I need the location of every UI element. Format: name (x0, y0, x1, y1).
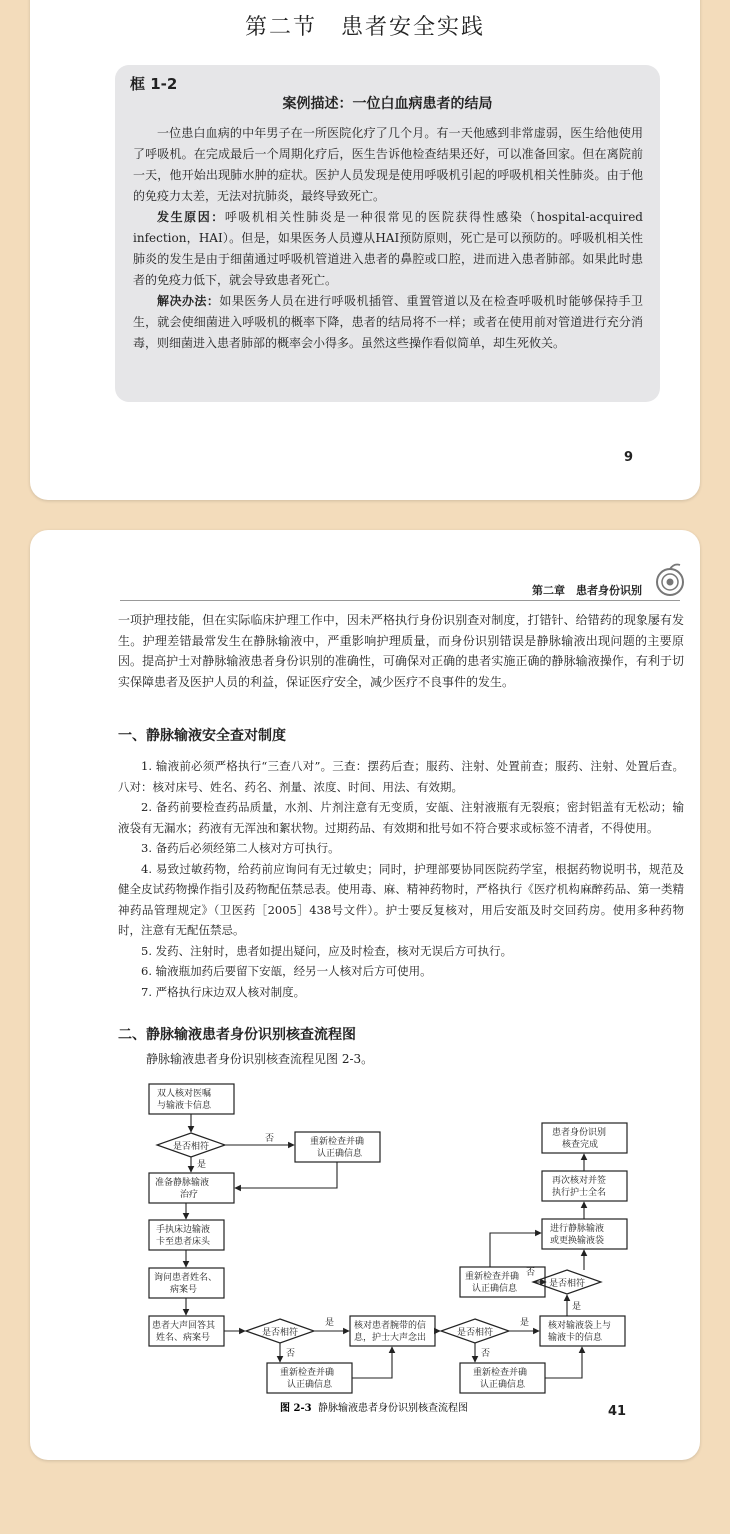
flow-text: 与输液卡信息 (157, 1101, 212, 1111)
intro-text (118, 610, 684, 692)
rule-item: 2. 备药前要检查药品质量，水剂、片剂注意有无变质，安瓿、注射液瓶有无裂痕；密封铝盖有无松动；输液袋有无漏水；药液有无浑浊和絮状物。过期药品、有效期和批号如不符合要求或标签不清者，不得使用。 (118, 800, 684, 835)
figure-caption-label: 图 2-3 (280, 1403, 312, 1414)
running-head: 第二章 患者身份识别 (532, 584, 642, 597)
rules-list (118, 756, 684, 1002)
flow-text: 准备静脉输液 (155, 1178, 210, 1188)
cause-label: 发生原因： (157, 210, 225, 224)
page-card-41 (30, 530, 700, 1460)
flow-text: 是 (572, 1302, 582, 1312)
case-paragraph: 一位患白血病的中年男子在一所医院化疗了几个月。有一天他感到非常虚弱，医生给他使用了呼吸机。在完成最后一个周期化疗后，医生告诉他检查结果还好，可以准备回家。但在离院前一天，他开始出现肺水肿的症状。医护人员发现是使用呼吸机引起的呼吸机相关性肺炎。由于他的免疫力太差，无法对抗肺炎，最终导致死亡。 (133, 126, 643, 203)
heading-safety-rules: 一、静脉输液安全查对制度 (118, 728, 286, 744)
flow-text: 重新检查并确 (310, 1137, 365, 1147)
case-box (115, 65, 660, 402)
section-title: 第二节 患者安全实践 (244, 15, 485, 40)
flow-text: 是否相符 (457, 1328, 494, 1338)
page-number: 41 (608, 1404, 627, 1419)
intro-paragraph: 一项护理技能，但在实际临床护理工作中，因未严格执行身份识别查对制度，打错针、给错药的现象屡有发生。护理差错最常发生在静脉输液中，严重影响护理质量，而身份识别错误是静脉输液出现问题的主要原因。提高护士对静脉输液患者身份识别的准确性，可确保对正确的患者实施正确的静脉输液操作，有利于切实保障患者及医护人员的利益，保证医疗安全，减少医疗不良事件的发生。 (118, 613, 684, 689)
solution-text: 如果医务人员在进行呼吸机插管、重置管道以及在检查呼吸机时能够保持手卫生，就会使细菌进入呼吸机的概率下降，患者的结局将不一样；或者在使用前对管道进行充分消毒，则细菌进入患者肺部的概率会小得多。虽然这些操作看似简单，却生死攸关。 (133, 294, 643, 350)
flow-text: 患者大声回答其 (152, 1321, 216, 1331)
page-number: 9 (624, 450, 634, 465)
flow-text: 重新检查并确 (465, 1272, 520, 1282)
flow-text: 手执床边输液 (156, 1225, 211, 1235)
solution-label: 解决办法： (157, 294, 220, 308)
heading-flowchart: 二、静脉输液患者身份识别核查流程图 (118, 1027, 356, 1043)
flow-text: 询问患者姓名、 (154, 1273, 218, 1283)
flow-text: 是 (197, 1160, 207, 1170)
chapter-logo-icon (652, 562, 688, 598)
flow-text: 否 (286, 1349, 296, 1359)
flow-text: 是否相符 (262, 1328, 299, 1338)
flow-text: 否 (481, 1349, 491, 1359)
flow-text: 核对输液袋上与 (548, 1321, 612, 1331)
flow-text: 是 (520, 1318, 530, 1328)
flow-text: 患者身份识别 (552, 1128, 607, 1138)
flow-text: 是 (325, 1318, 335, 1328)
flow-text: 核对患者腕带的信 (354, 1321, 427, 1331)
flow-text: 认正确信息 (287, 1380, 333, 1390)
box-heading: 案例描述：一位白血病患者的结局 (282, 96, 493, 112)
flow-text: 卡至患者床头 (156, 1237, 211, 1247)
flow-text: 认正确信息 (480, 1380, 526, 1390)
solution-paragraph (133, 291, 643, 354)
flow-text: 进行静脉输液 (550, 1224, 605, 1234)
box-label: 框 1-2 (130, 75, 178, 93)
flow-text: 否 (526, 1268, 536, 1278)
flow-text: 或更换输液袋 (550, 1236, 605, 1246)
flow-text: 核查完成 (562, 1140, 599, 1150)
flow-text: 治疗 (180, 1190, 199, 1200)
rule-item: 1. 输液前必须严格执行“三查八对”。三查：摆药后查；服药、注射、处置前查；服药、注射、处置后查。八对：核对床号、姓名、药名、剂量、浓度、时间、用法、有效期。 (118, 759, 684, 794)
rule-item: 7. 严格执行床边双人核对制度。 (141, 984, 306, 999)
flow-text: 认正确信息 (317, 1149, 363, 1159)
rule-item: 5. 发药、注射时，患者如提出疑问，应及时检查，核对无误后方可执行。 (141, 943, 513, 958)
cause-text: 呼吸机相关性肺炎是一种很常见的医院获得性感染（hospital-acquired infection，HAI）。但是，如果医务人员遵从HAI预防原则，死亡是可以预防的。呼吸机相关性肺炎的发生是由于细菌通过呼吸机管道进入患者的鼻腔或口腔，进而进入患者肺部。如果此时患者的免疫力低下，就会导致患者死亡。 (133, 210, 643, 287)
flow-text: 病案号 (170, 1285, 198, 1295)
rule-item: 3. 备药后必须经第二人核对方可执行。 (141, 841, 340, 855)
flow-text: 否 (265, 1134, 275, 1144)
flow-text: 是否相符 (549, 1279, 586, 1289)
figure-caption-text: 静脉输液患者身份识别核查流程图 (318, 1403, 468, 1414)
flow-text: 再次核对并签 (552, 1176, 607, 1186)
cause-paragraph (133, 207, 643, 291)
flow-text: 息，护士大声念出 (354, 1333, 427, 1343)
header-rule (120, 600, 680, 601)
flow-text: 双人核对医嘱 (157, 1089, 212, 1099)
flow-text: 输液卡的信息 (548, 1333, 603, 1343)
flow-text: 姓名、病案号 (156, 1333, 211, 1343)
flowchart-diagram (130, 1070, 650, 1415)
flow-text: 执行护士全名 (552, 1188, 607, 1198)
flowchart-intro: 静脉输液患者身份识别核查流程见图 2-3。 (146, 1052, 374, 1066)
flow-text: 重新检查并确 (473, 1368, 528, 1378)
flow-text: 认正确信息 (472, 1284, 518, 1294)
page-card-9 (30, 0, 700, 500)
rule-item: 4. 易致过敏药物，给药前应询问有无过敏史；同时，护理部要协同医院药学室，根据药物说明书，规范及健全皮试药物操作指引及药物配伍禁忌表。使用毒、麻、精神药物时，严格执行《医疗机构麻醉药品、第一类精神药品管理规定》（卫医药［2005］438号文件）。护士要反复核对，用后安瓿及时交回药房。使用多种药物时，注意有无配伍禁忌。 (118, 861, 684, 937)
flow-text: 是否相符 (173, 1142, 210, 1152)
box-body (133, 123, 643, 354)
rule-item: 6. 输液瓶加药后要留下安瓿，经另一人核对后方可使用。 (141, 964, 432, 978)
flow-text: 重新检查并确 (280, 1368, 335, 1378)
